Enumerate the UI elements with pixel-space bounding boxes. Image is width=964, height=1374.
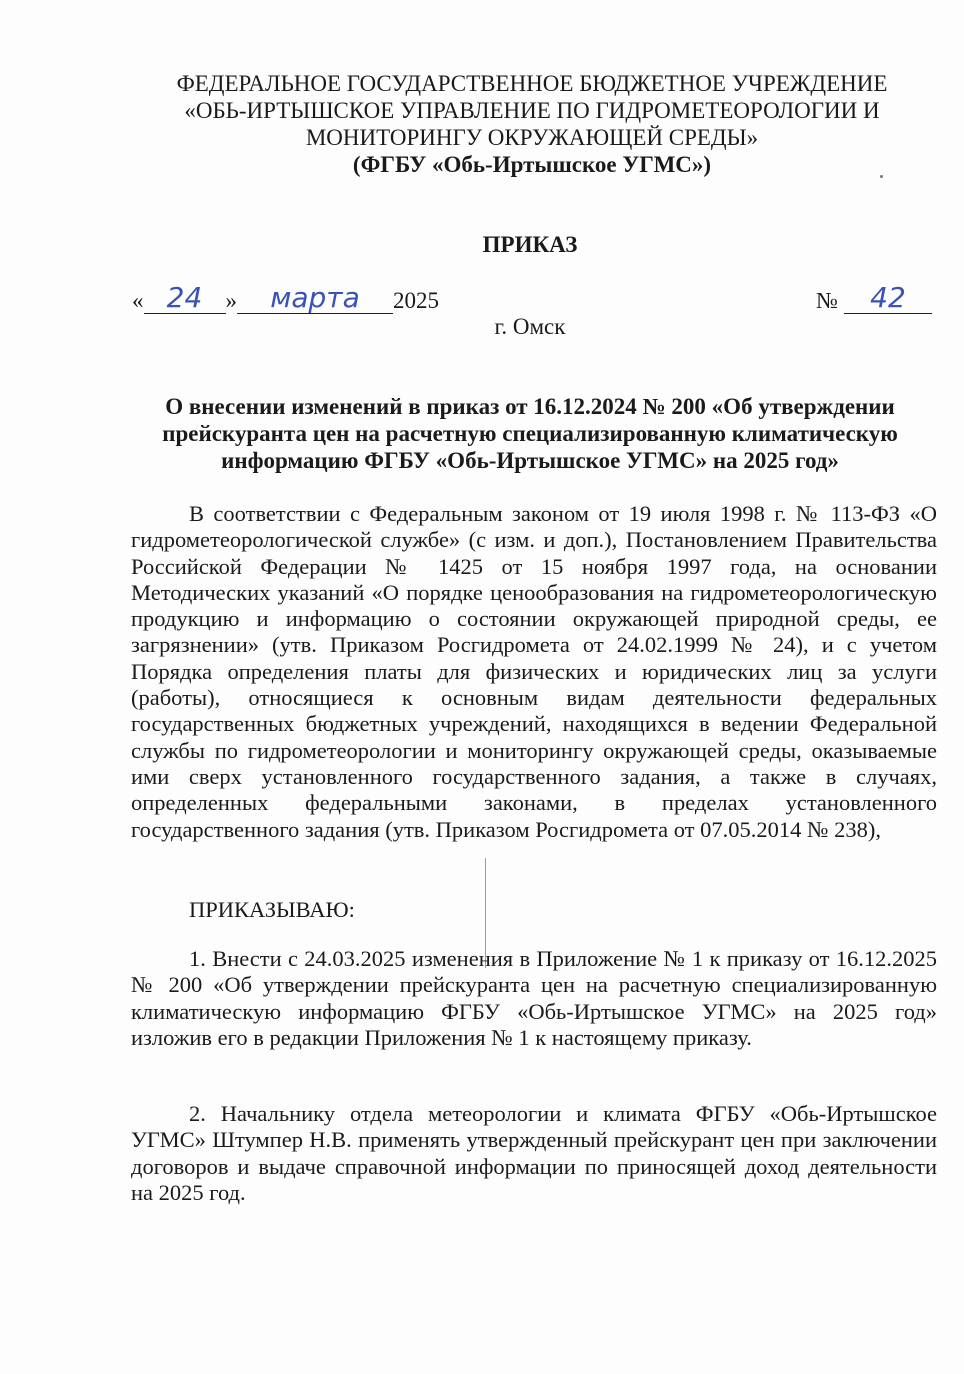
date-day-handwritten: 24 [166, 281, 203, 314]
order-date [132, 281, 439, 314]
header-line-1: ФЕДЕРАЛЬНОЕ ГОСУДАРСТВЕННОЕ БЮДЖЕТНОЕ УЧРЕЖДЕНИЕ [176, 71, 888, 96]
date-open-quote: « [132, 288, 144, 313]
number-handwritten: 42 [870, 281, 906, 314]
order-item-1: 1. Внести с 24.03.2025 изменения в Приложение № 1 к приказу от 16.12.2025 № 200 «Об утверждении прейскуранта цен на расчетную специализированную климатическую информацию ФГБУ «Обь-Иртышское УГМС» на 2025 год» изложив его в редакции Приложения № 1 к настоящему приказу. [131, 946, 937, 1050]
date-year: 2025 [393, 288, 439, 313]
order-subject [150, 393, 910, 474]
header-line-2: «ОБЬ-ИРТЫШСКОЕ УПРАВЛЕНИЕ ПО ГИДРОМЕТЕОРОЛОГИИ И [184, 98, 880, 123]
order-word: ПРИКАЗЫВАЮ: [189, 897, 355, 922]
subject-line-1: О внесении изменений в приказ от 16.12.2024 № 200 «Об утверждении [165, 394, 895, 419]
document-title: ПРИКАЗ [482, 232, 578, 257]
subject-line-3: информацию ФГБУ «Обь-Иртышское УГМС» на 2025 год» [221, 448, 839, 473]
date-month-handwritten: марта [270, 281, 360, 314]
date-day-field [144, 281, 226, 314]
number-field [844, 281, 932, 314]
header-line-3: МОНИТОРИНГУ ОКРУЖАЮЩЕЙ СРЕДЫ» [305, 125, 759, 150]
date-close-quote: » [225, 288, 237, 313]
order-item-2: 2. Начальнику отдела метеорологии и климата ФГБУ «Обь-Иртышское УГМС» Штумпер Н.В. применять утвержденный прейскурант цен при заключении договоров и выдаче справочной информации по приносящей доход деятельности на 2025 год. [131, 1101, 937, 1205]
date-month-field [237, 281, 393, 314]
intro-paragraph: В соответствии с Федеральным законом от 19 июля 1998 г. № 113-ФЗ «О гидрометеорологической службе» (с изм. и доп.), Постановлением Правительства Российской Федерации № 1425 от 15 ноября 1997 года, на основании Методических указаний «О порядке ценообразования на гидрометеорологическую продукцию и информацию о состоянии окружающей природной среды, ее загрязнении» (утв. Приказом Росгидромета от 24.02.1999 № 24), и с учетом Порядка определения платы для физических и юридических лиц за услуги (работы), относящиеся к основным видам деятельности федеральных государственных бюджетных учреждений, находящихся в ведении Федеральной службы по гидрометеорологии и мониторингу окружающей среды, оказываемые ими сверх установленного государственного задания, а также в случаях, определенных федеральными законами, в пределах установленного государственного задания (утв. Приказом Росгидромета от 07.05.2014 № 238), [131, 501, 937, 842]
organization-short-name: (ФГБУ «Обь-Иртышское УГМС») [352, 152, 712, 177]
city: г. Омск [494, 314, 566, 339]
subject-line-2: прейскуранта цен на расчетную специализированную климатическую [162, 421, 898, 446]
number-label: № [816, 288, 838, 313]
organization-header [120, 70, 944, 178]
order-number [816, 281, 932, 314]
scan-speck [880, 175, 883, 178]
